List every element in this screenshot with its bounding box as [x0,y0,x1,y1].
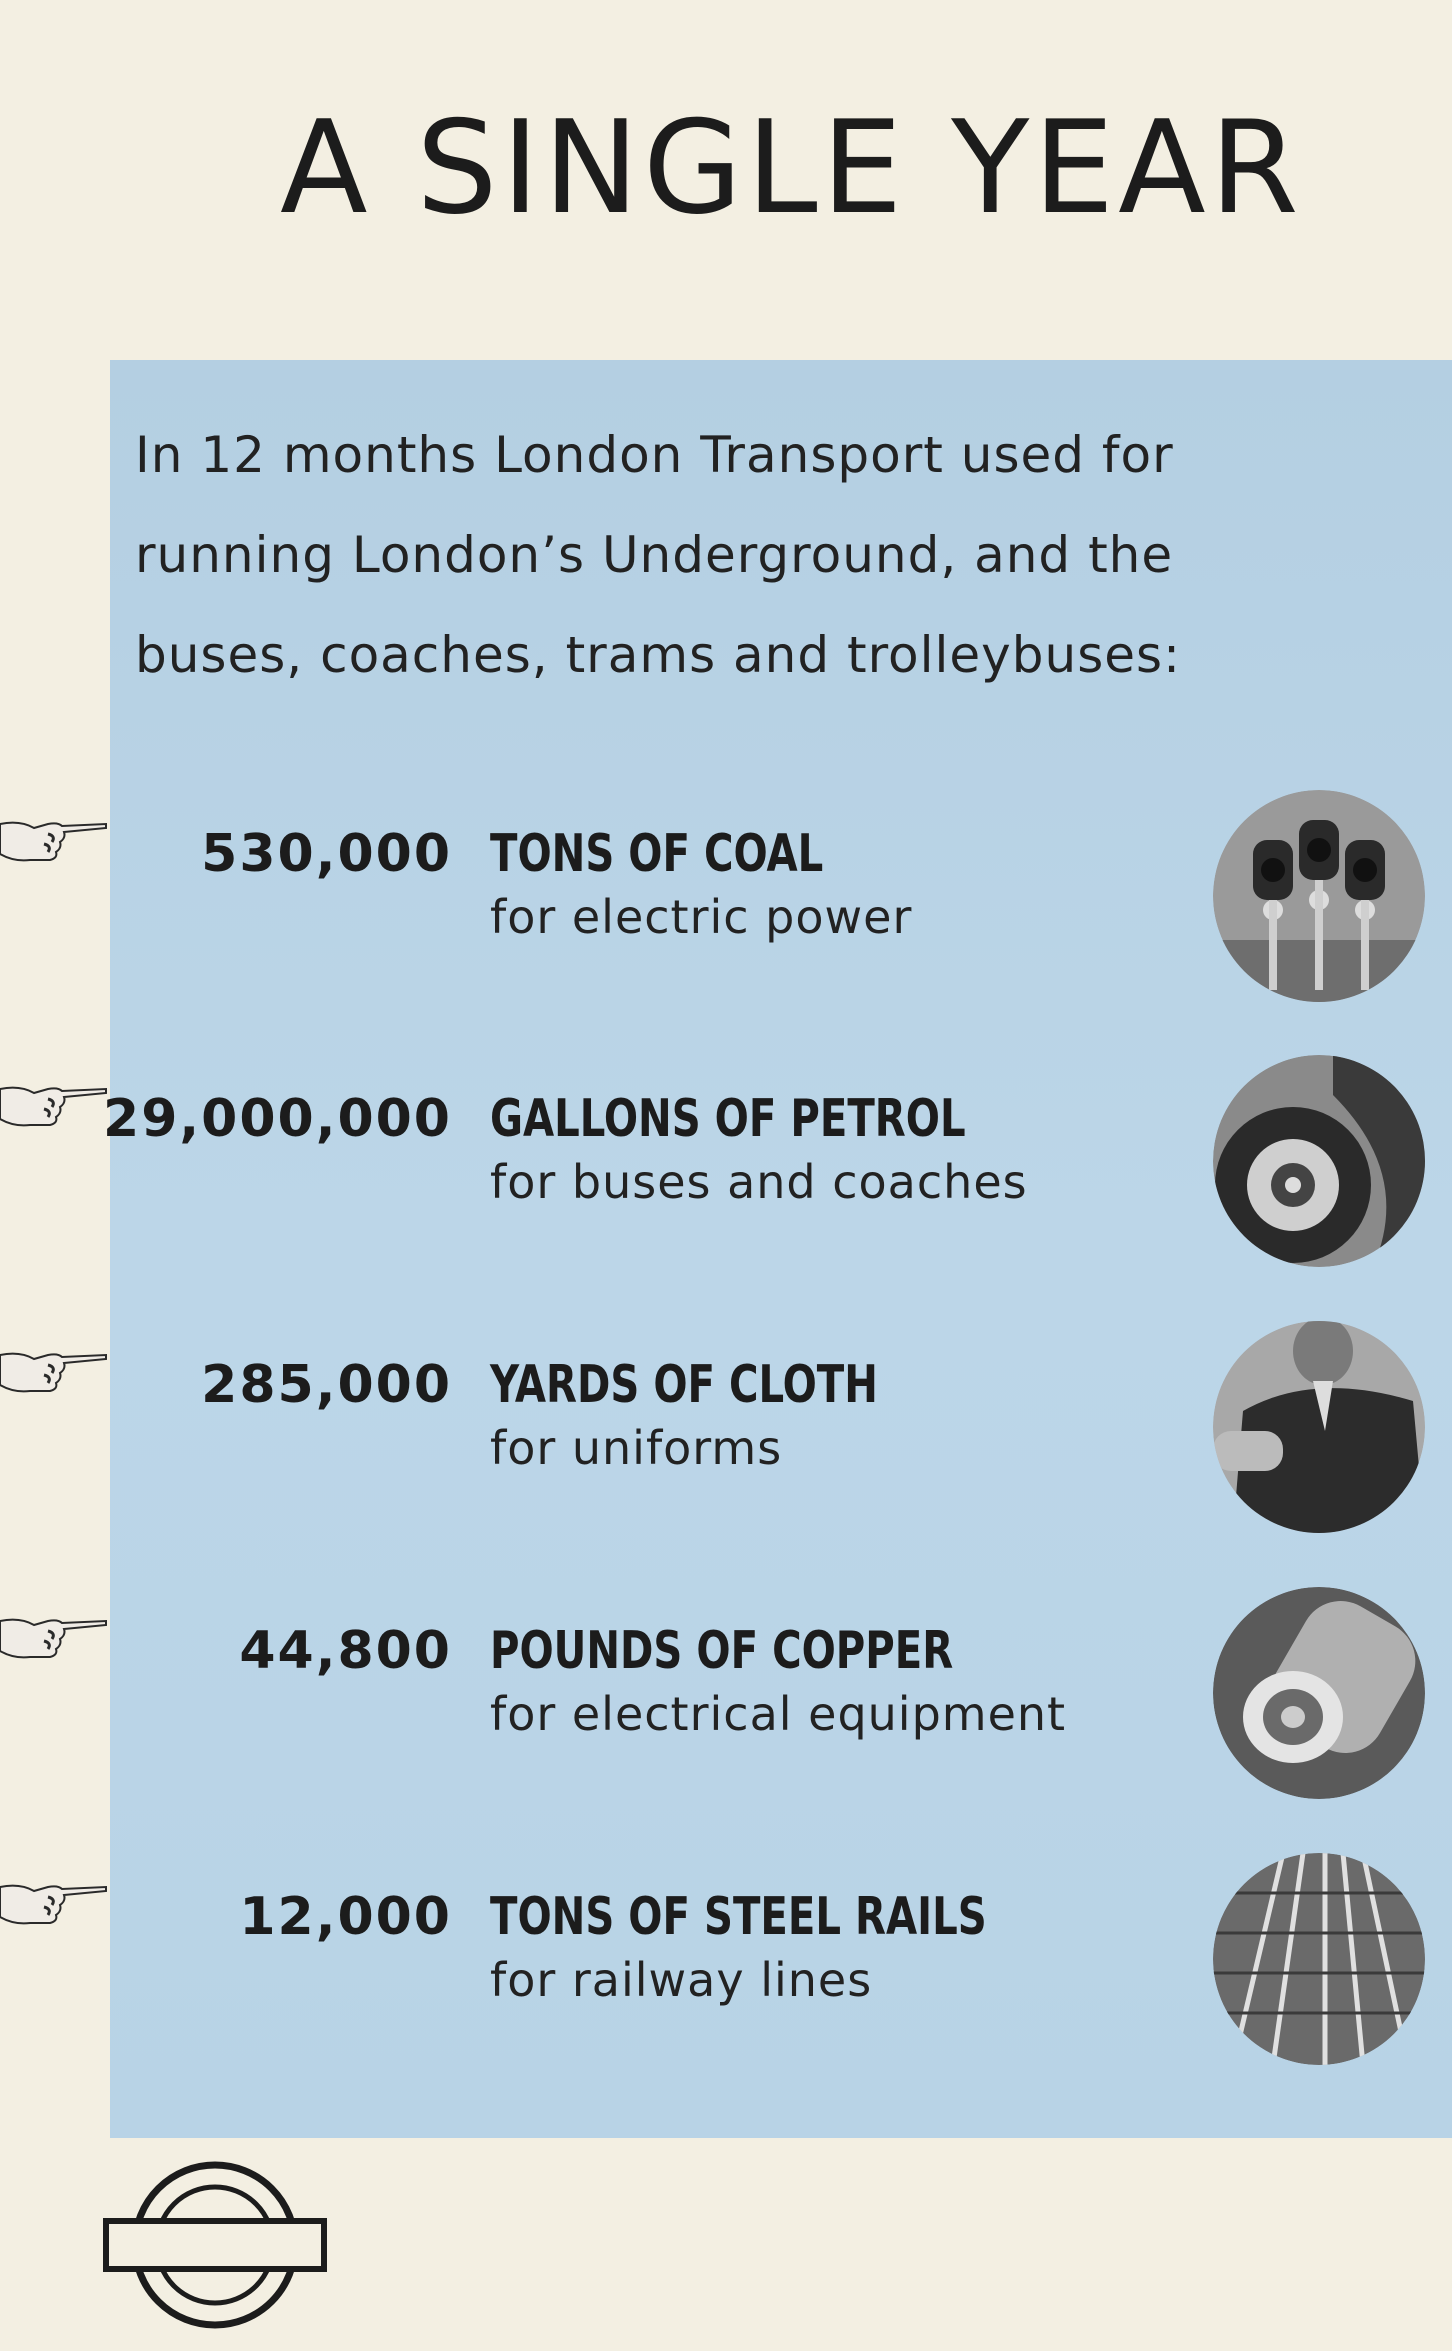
stat-amount: 12,000 [239,1887,452,1947]
intro-text [135,405,1285,705]
stat-row-cloth [0,1351,1452,1551]
intro-line-2: running London’s Underground, and the [135,526,1174,584]
stat-row-coal [0,820,1452,1020]
stat-subtitle: for railway lines [490,1953,873,2007]
stat-row-petrol [0,1085,1452,1285]
intro-line-1: In 12 months London Transport used for [135,426,1174,484]
railway-tracks-icon [1213,1853,1425,2065]
london-transport-roundel-logo [100,2155,330,2335]
copper-coil-icon [1213,1587,1425,1799]
stat-heading: POUNDS OF COPPER [490,1621,954,1681]
stat-subtitle: for uniforms [490,1421,783,1475]
stat-heading: TONS OF COAL [490,824,824,884]
pointing-hand-icon [0,802,110,882]
signal-lights-icon [1213,790,1425,1002]
stat-amount: 285,000 [201,1355,452,1415]
stat-heading: GALLONS OF PETROL [490,1089,966,1149]
stat-amount: 530,000 [201,824,452,884]
stat-row-copper [0,1617,1452,1817]
intro-line-3: buses, coaches, trams and trolleybuses: [135,626,1181,684]
stat-amount: 44,800 [239,1621,452,1681]
bus-wheel-icon [1213,1055,1425,1267]
pointing-hand-icon [0,1865,110,1945]
stat-heading: YARDS OF CLOTH [490,1355,878,1415]
stat-heading: TONS OF STEEL RAILS [490,1887,987,1947]
uniformed-conductor-icon [1213,1321,1425,1533]
stat-row-steel [0,1883,1452,2083]
pointing-hand-icon [0,1333,110,1413]
pointing-hand-icon [0,1067,110,1147]
stat-subtitle: for electrical equipment [490,1687,1067,1741]
stat-subtitle: for buses and coaches [490,1155,1028,1209]
pointing-hand-icon [0,1599,110,1679]
stat-amount: 29,000,000 [103,1089,452,1149]
stat-subtitle: for electric power [490,890,913,944]
poster-title: A SINGLE YEAR [280,94,1303,243]
